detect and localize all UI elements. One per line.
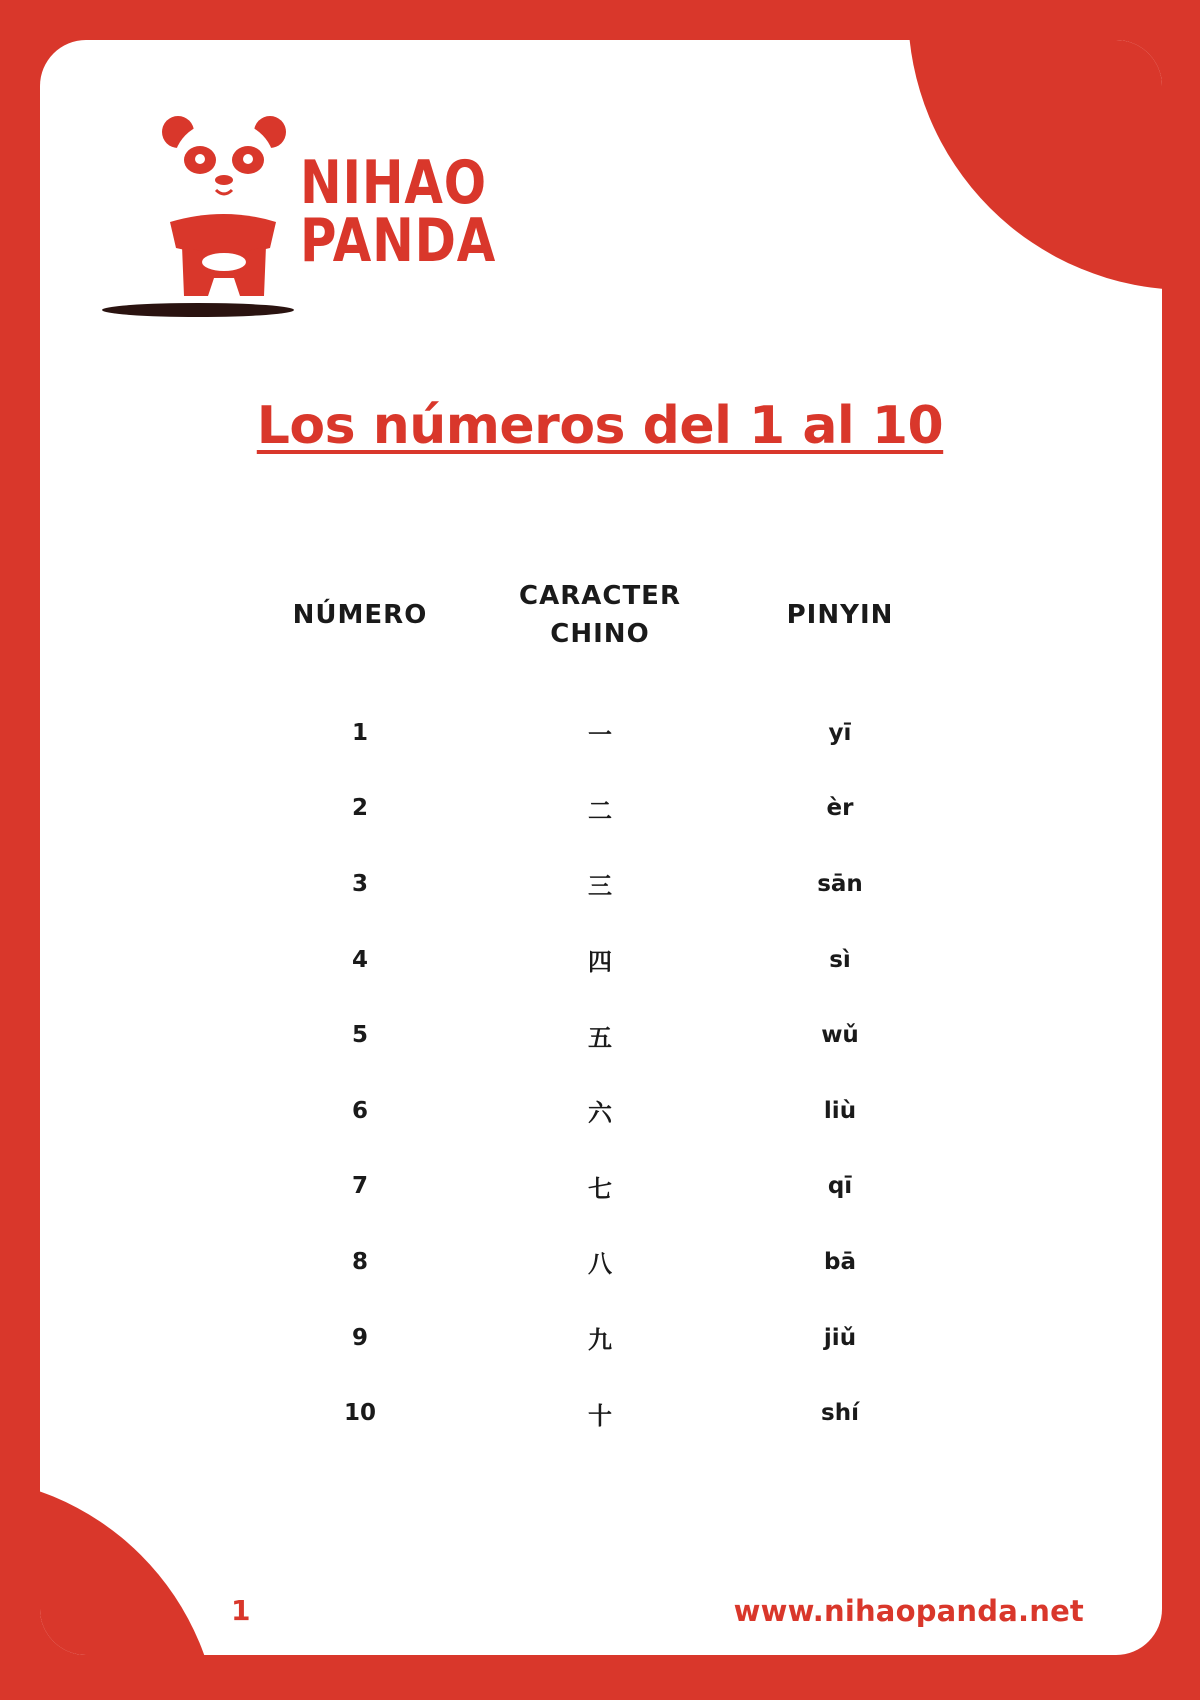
column-header-caracter-chino: CARACTER CHINO bbox=[519, 581, 681, 649]
brand-wordmark bbox=[300, 148, 497, 276]
chinese-character-cell: 七 bbox=[588, 1174, 612, 1203]
number-cell: 9 bbox=[351, 1324, 368, 1351]
chinese-character-cell: 六 bbox=[588, 1099, 612, 1128]
brand-name-line-2: PANDA bbox=[300, 206, 497, 276]
table-header-row bbox=[240, 570, 960, 660]
panda-mascot-icon bbox=[100, 110, 300, 325]
table-body bbox=[240, 695, 960, 1451]
table-row bbox=[240, 695, 960, 771]
table-row bbox=[240, 997, 960, 1073]
column-header-pinyin: PINYIN bbox=[786, 600, 894, 630]
table-row bbox=[240, 922, 960, 998]
numbers-table bbox=[240, 570, 960, 1430]
number-cell: 2 bbox=[351, 795, 368, 822]
mascot-belly bbox=[202, 253, 246, 271]
mascot-shadow bbox=[102, 303, 294, 317]
chinese-character-cell: 八 bbox=[588, 1250, 612, 1279]
table-row bbox=[240, 1073, 960, 1149]
brand-name-line-1: NIHAO bbox=[300, 148, 487, 218]
pinyin-cell: sì bbox=[829, 946, 851, 973]
table-row bbox=[240, 1300, 960, 1376]
pinyin-cell: sān bbox=[817, 870, 863, 897]
pinyin-cell: shí bbox=[821, 1400, 859, 1427]
chinese-character-cell: 二 bbox=[588, 796, 612, 825]
number-cell: 3 bbox=[351, 870, 368, 897]
number-cell: 5 bbox=[351, 1022, 368, 1049]
chinese-character-cell: 五 bbox=[588, 1023, 612, 1052]
pinyin-cell: yī bbox=[828, 719, 852, 746]
number-cell: 7 bbox=[351, 1173, 368, 1200]
table-row bbox=[240, 771, 960, 847]
chinese-character-cell: 九 bbox=[588, 1326, 612, 1355]
pinyin-cell: wǔ bbox=[821, 1022, 859, 1049]
pinyin-cell: bā bbox=[824, 1248, 856, 1275]
pinyin-cell: liù bbox=[823, 1097, 857, 1124]
number-cell: 8 bbox=[351, 1248, 368, 1275]
chinese-character-cell: 四 bbox=[588, 948, 612, 977]
number-cell: 6 bbox=[351, 1097, 368, 1124]
chinese-character-cell: 三 bbox=[588, 872, 612, 901]
column-header-numero: NÚMERO bbox=[292, 600, 428, 630]
pinyin-cell: jiǔ bbox=[823, 1324, 857, 1351]
nihao-panda-logo bbox=[100, 110, 510, 325]
page-title: Los números del 1 al 10 bbox=[256, 396, 944, 456]
table-row bbox=[240, 1375, 960, 1451]
mascot-nose bbox=[215, 175, 233, 185]
number-cell: 4 bbox=[351, 946, 368, 973]
mascot-eye-left bbox=[195, 154, 205, 164]
pinyin-cell: qī bbox=[827, 1173, 853, 1200]
chinese-character-cell: 一 bbox=[588, 721, 612, 750]
chinese-character-cell: 十 bbox=[588, 1401, 612, 1430]
website-link[interactable]: www.nihaopanda.net bbox=[733, 1594, 1084, 1628]
pinyin-cell: èr bbox=[826, 795, 854, 822]
table-row bbox=[240, 1224, 960, 1300]
number-cell: 10 bbox=[343, 1400, 376, 1427]
corner-decoration-top-right bbox=[908, 40, 1162, 290]
corner-decoration-bottom-left bbox=[40, 1476, 220, 1655]
table-row bbox=[240, 1149, 960, 1225]
mascot-eye-right bbox=[243, 154, 253, 164]
number-cell: 1 bbox=[351, 719, 368, 746]
table-row bbox=[240, 846, 960, 922]
page-number: 1 bbox=[231, 1594, 251, 1627]
